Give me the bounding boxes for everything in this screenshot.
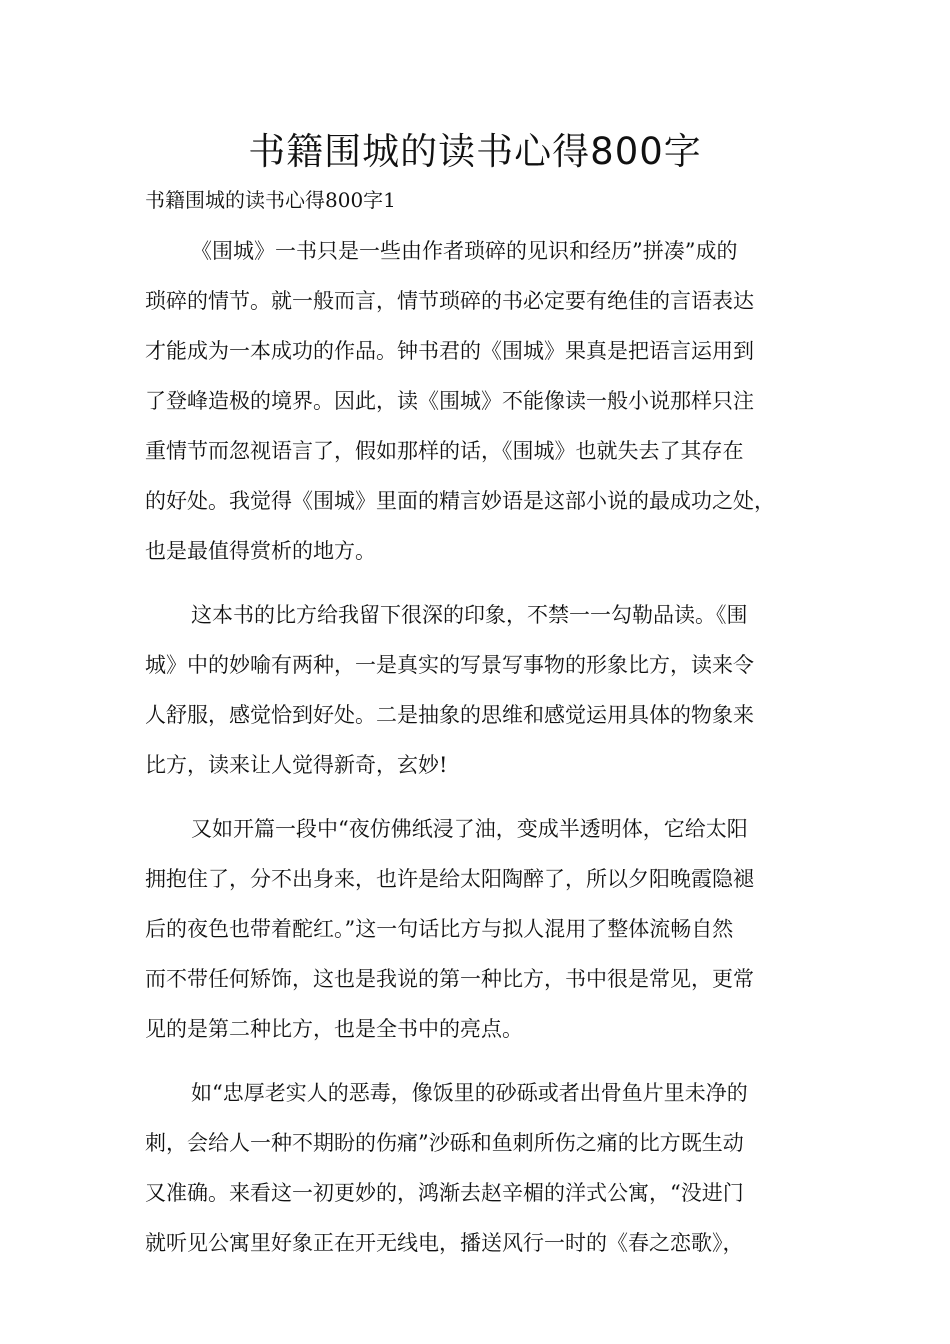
paragraph-line: 琐碎的情节。就一般而言，情节琐碎的书必定要有绝佳的言语表达 (145, 289, 754, 313)
paragraph (145, 811, 815, 1061)
paragraph-line: 的好处。我觉得《围城》里面的精言妙语是这部小说的最成功之处， (145, 489, 775, 513)
paragraph-line: 刺，会给人一种不期盼的伤痛”沙砾和鱼刺所伤之痛的比方既生动 (145, 1131, 744, 1155)
paragraph-line: 城》中的妙喻有两种，一是真实的写景写事物的形象比方，读来令 (145, 653, 754, 677)
paragraph-line: 重情节而忽视语言了，假如那样的话，《围城》也就失去了其存在 (145, 439, 744, 463)
paragraph-line: 而不带任何矫饰，这也是我说的第一种比方，书中很是常见，更常 (145, 967, 754, 991)
paragraph-line: 比方，读来让人觉得新奇，玄妙! (145, 753, 448, 777)
paragraph-line: 《围城》一书只是一些由作者琐碎的见识和经历”拼凑”成的 (191, 239, 738, 263)
paragraph-line: 又如开篇一段中“夜仿佛纸浸了油，变成半透明体，它给太阳 (191, 817, 748, 841)
document-body (145, 233, 815, 1289)
paragraph-line: 见的是第二种比方，也是全书中的亮点。 (145, 1017, 523, 1041)
paragraph-line: 才能成为一本成功的作品。钟书君的《围城》果真是把语言运用到 (145, 339, 754, 363)
paragraph-line: 又准确。来看这一初更妙的，鸿渐去赵辛楣的洋式公寓，“没进门 (145, 1181, 744, 1205)
paragraph-line: 后的夜色也带着酡红。”这一句话比方与拟人混用了整体流畅自然 (145, 917, 734, 941)
paragraph (145, 1075, 815, 1275)
paragraph-line: 这本书的比方给我留下很深的印象，不禁一一勾勒品读。《围 (191, 603, 748, 627)
document-subtitle: 书籍围城的读书心得800字1 (145, 188, 396, 212)
paragraph-line: 人舒服，感觉恰到好处。二是抽象的思维和感觉运用具体的物象来 (145, 703, 754, 727)
paragraph (145, 597, 815, 797)
paragraph-line: 如“忠厚老实人的恶毒，像饭里的砂砾或者出骨鱼片里未净的 (191, 1081, 748, 1105)
document-title: 书籍围城的读书心得800字 (248, 130, 702, 173)
paragraph (145, 233, 815, 583)
paragraph-line: 了登峰造极的境界。因此，读《围城》不能像读一般小说那样只注 (145, 389, 754, 413)
paragraph-line: 就听见公寓里好象正在开无线电，播送风行一时的《春之恋歌》， (145, 1231, 744, 1255)
paragraph-line: 也是最值得赏析的地方。 (145, 539, 376, 563)
paragraph-line: 拥抱住了，分不出身来，也许是给太阳陶醉了，所以夕阳晚霞隐褪 (145, 867, 754, 891)
